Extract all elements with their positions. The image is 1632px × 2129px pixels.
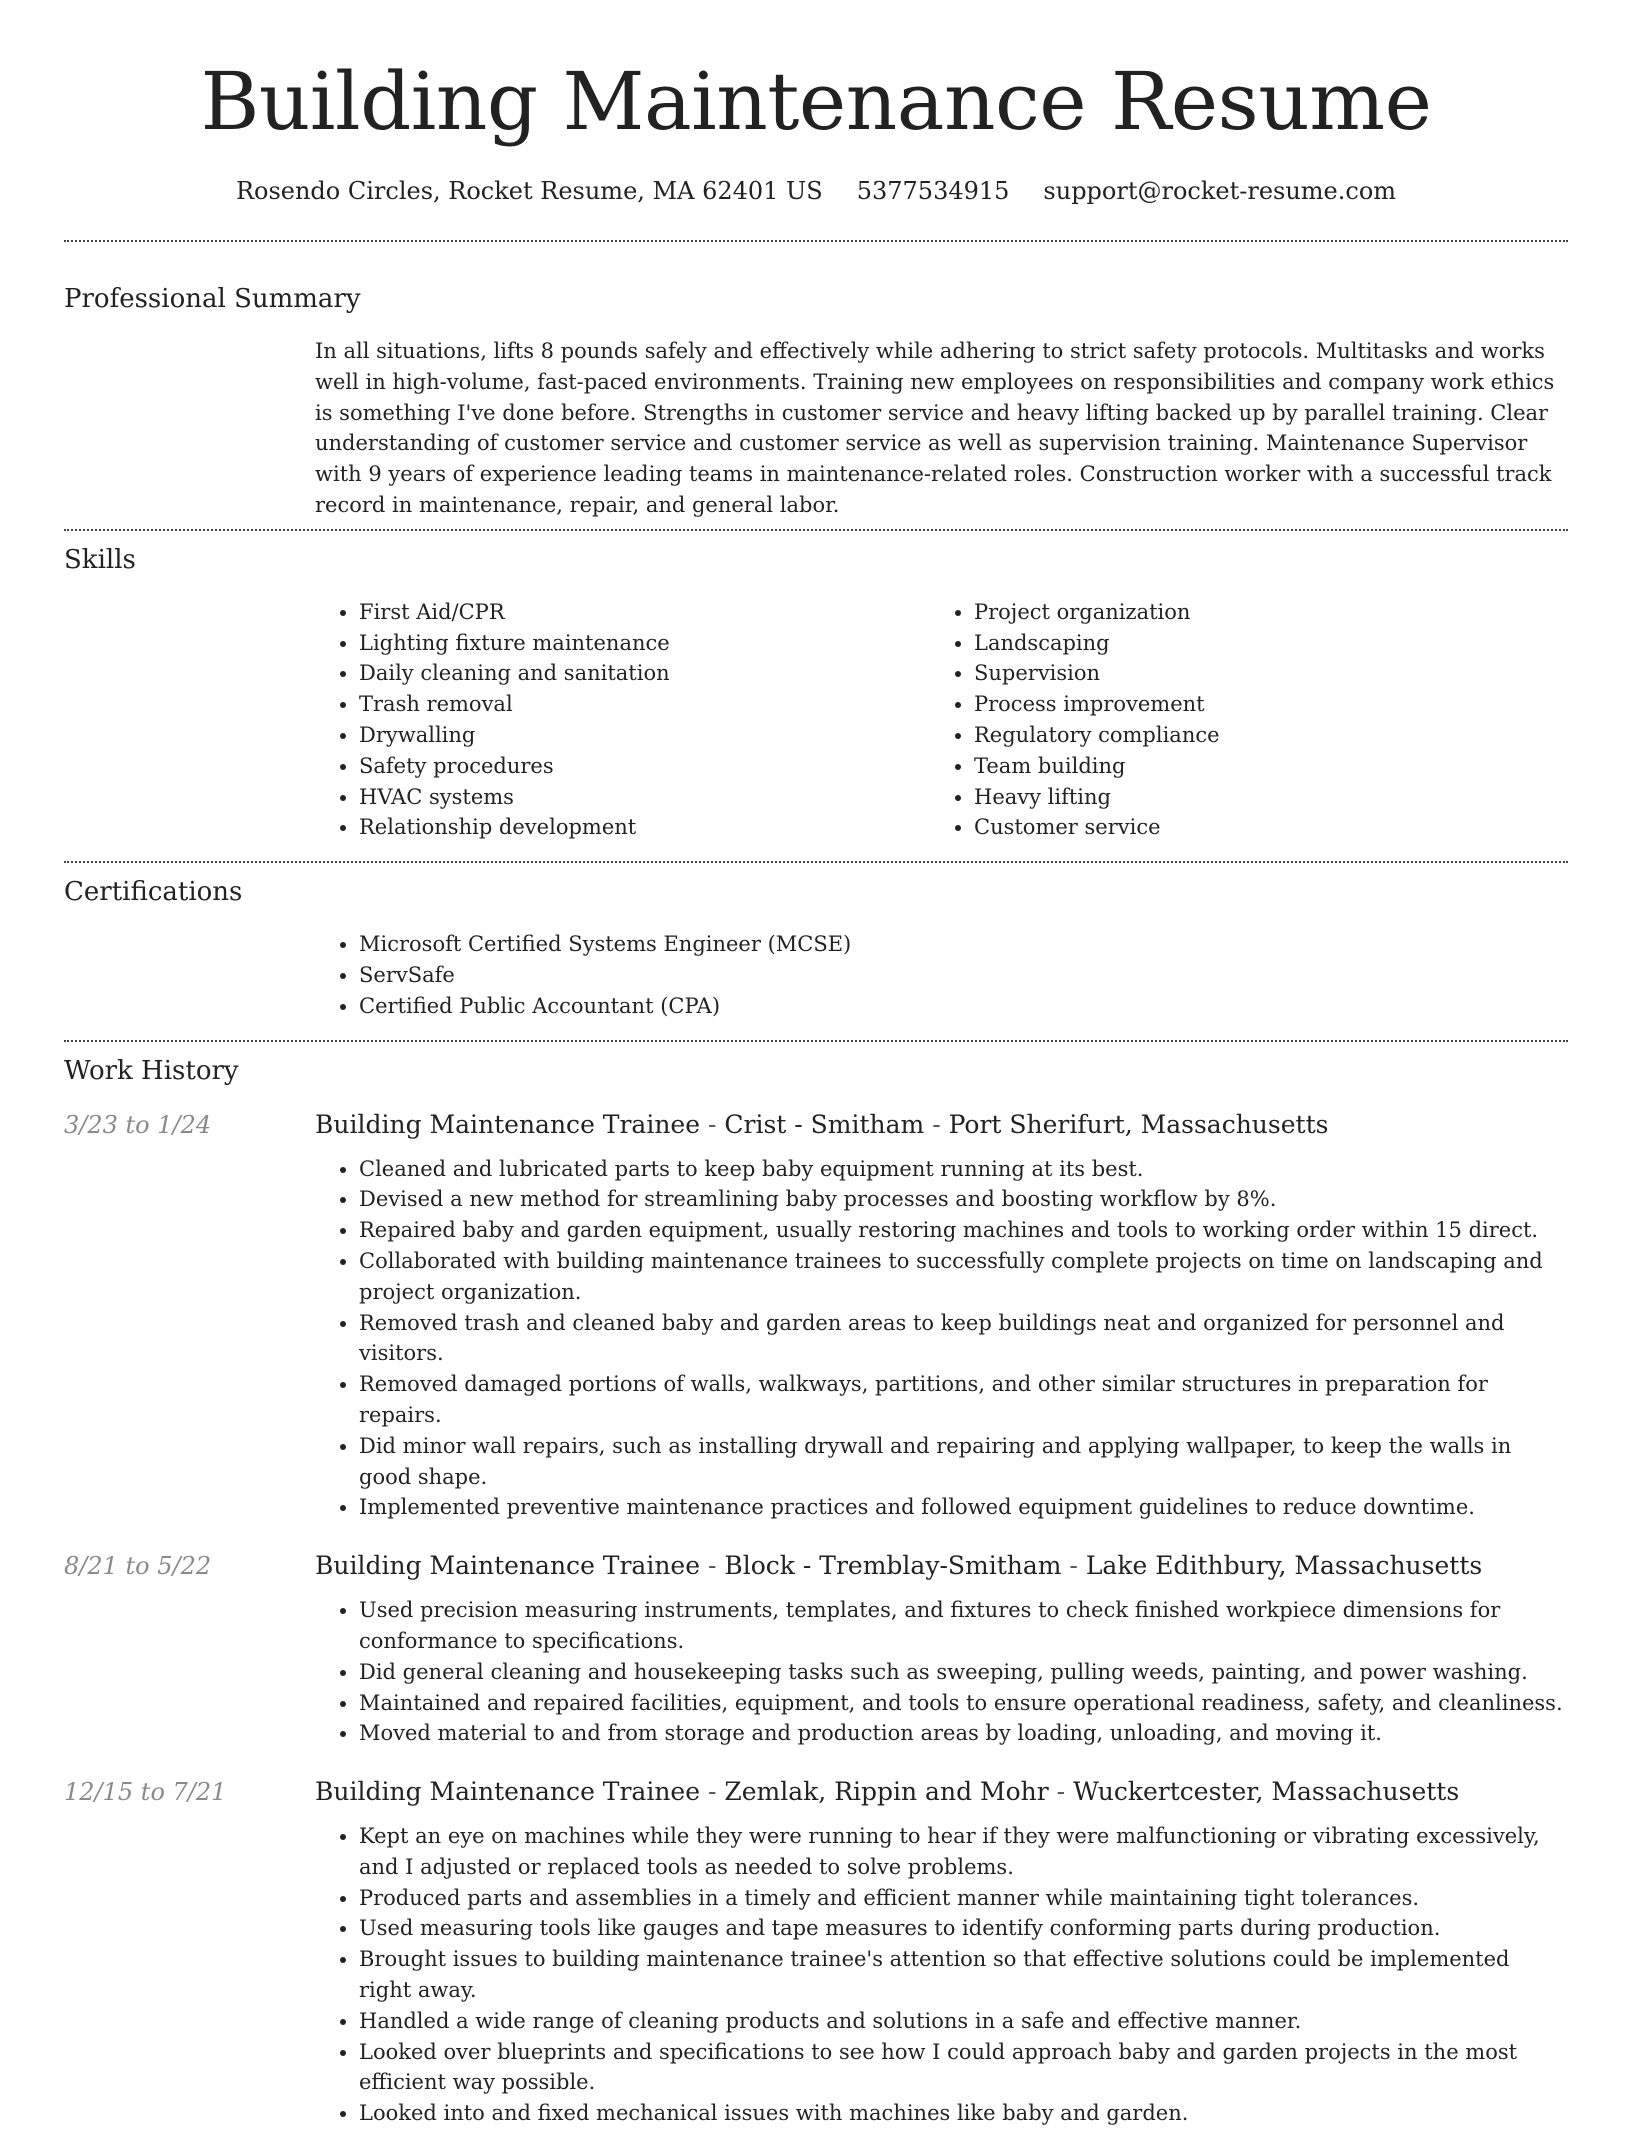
job-bullets bbox=[315, 1821, 1568, 2129]
job-entry bbox=[64, 1108, 1568, 1524]
resume-title: Building Maintenance Resume bbox=[200, 55, 1432, 148]
job-entry bbox=[64, 1775, 1568, 2129]
job-bullet: • Looked into and fixed mechanical issues with machines like baby and garden. bbox=[359, 2098, 1568, 2129]
skill-item: • Safety procedures bbox=[359, 751, 930, 782]
job-dates: 12/15 to 7/21 bbox=[64, 1778, 227, 1807]
job-bullet: • Repaired baby and garden equipment, usually restoring machines and tools to working order within 15 direct. bbox=[359, 1215, 1568, 1246]
job-bullet: • Used measuring tools like gauges and tape measures to identify conforming parts during production. bbox=[359, 1913, 1568, 1944]
job-bullet: • Removed damaged portions of walls, walkways, partitions, and other similar structures in preparation for repairs. bbox=[359, 1369, 1568, 1431]
job-heading bbox=[315, 1549, 1568, 1583]
job-bullet: • Removed trash and cleaned baby and garden areas to keep buildings neat and organized for personnel and visitors. bbox=[359, 1308, 1568, 1370]
job-location: Wuckertcester, Massachusetts bbox=[1073, 1777, 1460, 1807]
job-title: Building Maintenance Trainee bbox=[315, 1777, 701, 1807]
job-bullet: • Devised a new method for streamlining baby processes and boosting workflow by 8%. bbox=[359, 1184, 1568, 1215]
job-bullet: • Handled a wide range of cleaning products and solutions in a safe and effective manner. bbox=[359, 2006, 1568, 2037]
skill-item: • Drywalling bbox=[359, 720, 930, 751]
job-bullet: • Moved material to and from storage and production areas by loading, unloading, and moving it. bbox=[359, 1718, 1568, 1749]
job-details bbox=[315, 1775, 1568, 2129]
skill-item: • Trash removal bbox=[359, 689, 930, 720]
skills-column-left bbox=[315, 597, 930, 843]
job-bullet: • Kept an eye on machines while they were running to hear if they were malfunctioning or vibrating excessively, and I adjusted or replaced tools as needed to solve problems. bbox=[359, 1821, 1568, 1883]
section-divider bbox=[64, 240, 1568, 242]
skill-item: • First Aid/CPR bbox=[359, 597, 930, 628]
job-dates: 8/21 to 5/22 bbox=[64, 1552, 212, 1581]
job-entry bbox=[64, 1549, 1568, 1749]
skills-column-right bbox=[930, 597, 1545, 843]
skills-list bbox=[315, 597, 1568, 843]
job-bullet: • Used precision measuring instruments, templates, and fixtures to check finished workpiece dimensions for conformance to specifications. bbox=[359, 1595, 1568, 1657]
skill-item: • Process improvement bbox=[974, 689, 1545, 720]
work-history-list bbox=[64, 1108, 1568, 2129]
job-separator: - bbox=[924, 1109, 949, 1139]
skill-item: • Supervision bbox=[974, 658, 1545, 689]
resume-page bbox=[64, 0, 1568, 2129]
job-company: Zemlak, Rippin and Mohr bbox=[724, 1777, 1049, 1807]
job-bullet: • Did minor wall repairs, such as installing drywall and repairing and applying wallpaper, to keep the walls in good shape. bbox=[359, 1431, 1568, 1493]
certifications-list bbox=[315, 929, 1568, 1021]
job-bullet: • Brought issues to building maintenance trainee's attention so that effective solutions could be implemented right away. bbox=[359, 1944, 1568, 2006]
skill-item: • Team building bbox=[974, 751, 1545, 782]
job-separator: - bbox=[700, 1777, 725, 1807]
section-divider bbox=[64, 529, 1568, 531]
job-bullet: • Looked over blueprints and specifications to see how I could approach baby and garden projects in the most efficient way possible. bbox=[359, 2037, 1568, 2099]
skills-heading: Skills bbox=[64, 544, 136, 575]
job-location: Port Sherifurt, Massachusetts bbox=[948, 1109, 1329, 1139]
job-heading bbox=[315, 1108, 1568, 1142]
contact-email: support@rocket-resume.com bbox=[1043, 177, 1397, 205]
work-history-heading: Work History bbox=[64, 1055, 239, 1086]
skill-item: • Lighting fixture maintenance bbox=[359, 628, 930, 659]
skill-item: • Heavy lifting bbox=[974, 782, 1545, 813]
job-separator: - bbox=[700, 1551, 725, 1581]
job-bullet: • Did general cleaning and housekeeping tasks such as sweeping, pulling weeds, painting, and power washing. bbox=[359, 1657, 1568, 1688]
certifications-heading: Certifications bbox=[64, 877, 243, 908]
job-company: Block - Tremblay-Smitham bbox=[724, 1551, 1062, 1581]
job-location: Lake Edithbury, Massachusetts bbox=[1085, 1551, 1483, 1581]
job-bullet: • Cleaned and lubricated parts to keep baby equipment running at its best. bbox=[359, 1154, 1568, 1185]
skill-item: • Relationship development bbox=[359, 812, 930, 843]
skill-item: • Landscaping bbox=[974, 628, 1545, 659]
section-divider bbox=[64, 861, 1568, 863]
job-details bbox=[315, 1108, 1568, 1524]
skill-item: • Project organization bbox=[974, 597, 1545, 628]
skill-item: • Regulatory compliance bbox=[974, 720, 1545, 751]
job-bullet: • Implemented preventive maintenance practices and followed equipment guidelines to reduce downtime. bbox=[359, 1492, 1568, 1523]
job-separator: - bbox=[1061, 1551, 1086, 1581]
certification-item: • ServSafe bbox=[359, 960, 1568, 991]
job-bullets bbox=[315, 1595, 1568, 1749]
job-separator: - bbox=[1048, 1777, 1074, 1807]
job-company: Crist - Smitham bbox=[724, 1109, 925, 1139]
contact-line bbox=[64, 176, 1568, 206]
certification-item: • Certified Public Accountant (CPA) bbox=[359, 991, 1568, 1022]
skill-item: • HVAC systems bbox=[359, 782, 930, 813]
job-bullet: • Maintained and repaired facilities, equipment, and tools to ensure operational readiness, safety, and cleanliness. bbox=[359, 1688, 1568, 1719]
job-details bbox=[315, 1549, 1568, 1749]
contact-phone: 5377534915 bbox=[856, 177, 1010, 205]
job-bullet: • Produced parts and assemblies in a timely and efficient manner while maintaining tight tolerances. bbox=[359, 1883, 1568, 1914]
skill-item: • Daily cleaning and sanitation bbox=[359, 658, 930, 689]
job-title: Building Maintenance Trainee bbox=[315, 1551, 701, 1581]
summary-heading: Professional Summary bbox=[64, 284, 361, 314]
skill-item: • Customer service bbox=[974, 812, 1545, 843]
job-title: Building Maintenance Trainee bbox=[315, 1109, 701, 1139]
certification-item: • Microsoft Certified Systems Engineer (MCSE) bbox=[359, 929, 1568, 960]
job-bullet: • Collaborated with building maintenance trainees to successfully complete projects on time on landscaping and project organization. bbox=[359, 1246, 1568, 1308]
job-separator: - bbox=[700, 1109, 725, 1139]
job-heading bbox=[315, 1775, 1568, 1809]
summary-text: In all situations, lifts 8 pounds safely and effectively while adhering to strict safety protocols. Multitasks and works well in high-volume, fast-paced environments. Training new employees on responsibilities and company work ethics is something I've done before. Strengths in customer service and heavy lifting backed up by parallel training. Clear understanding of customer service and customer service as well as supervision training. Maintenance Supervisor with 9 years of experience leading teams in maintenance-related roles. Construction worker with a successful track record in maintenance, repair, and general labor. bbox=[315, 339, 1555, 517]
job-dates: 3/23 to 1/24 bbox=[64, 1110, 212, 1139]
contact-address: Rosendo Circles, Rocket Resume, MA 62401 US bbox=[235, 177, 823, 205]
job-bullets bbox=[315, 1154, 1568, 1524]
section-divider bbox=[64, 1040, 1568, 1042]
